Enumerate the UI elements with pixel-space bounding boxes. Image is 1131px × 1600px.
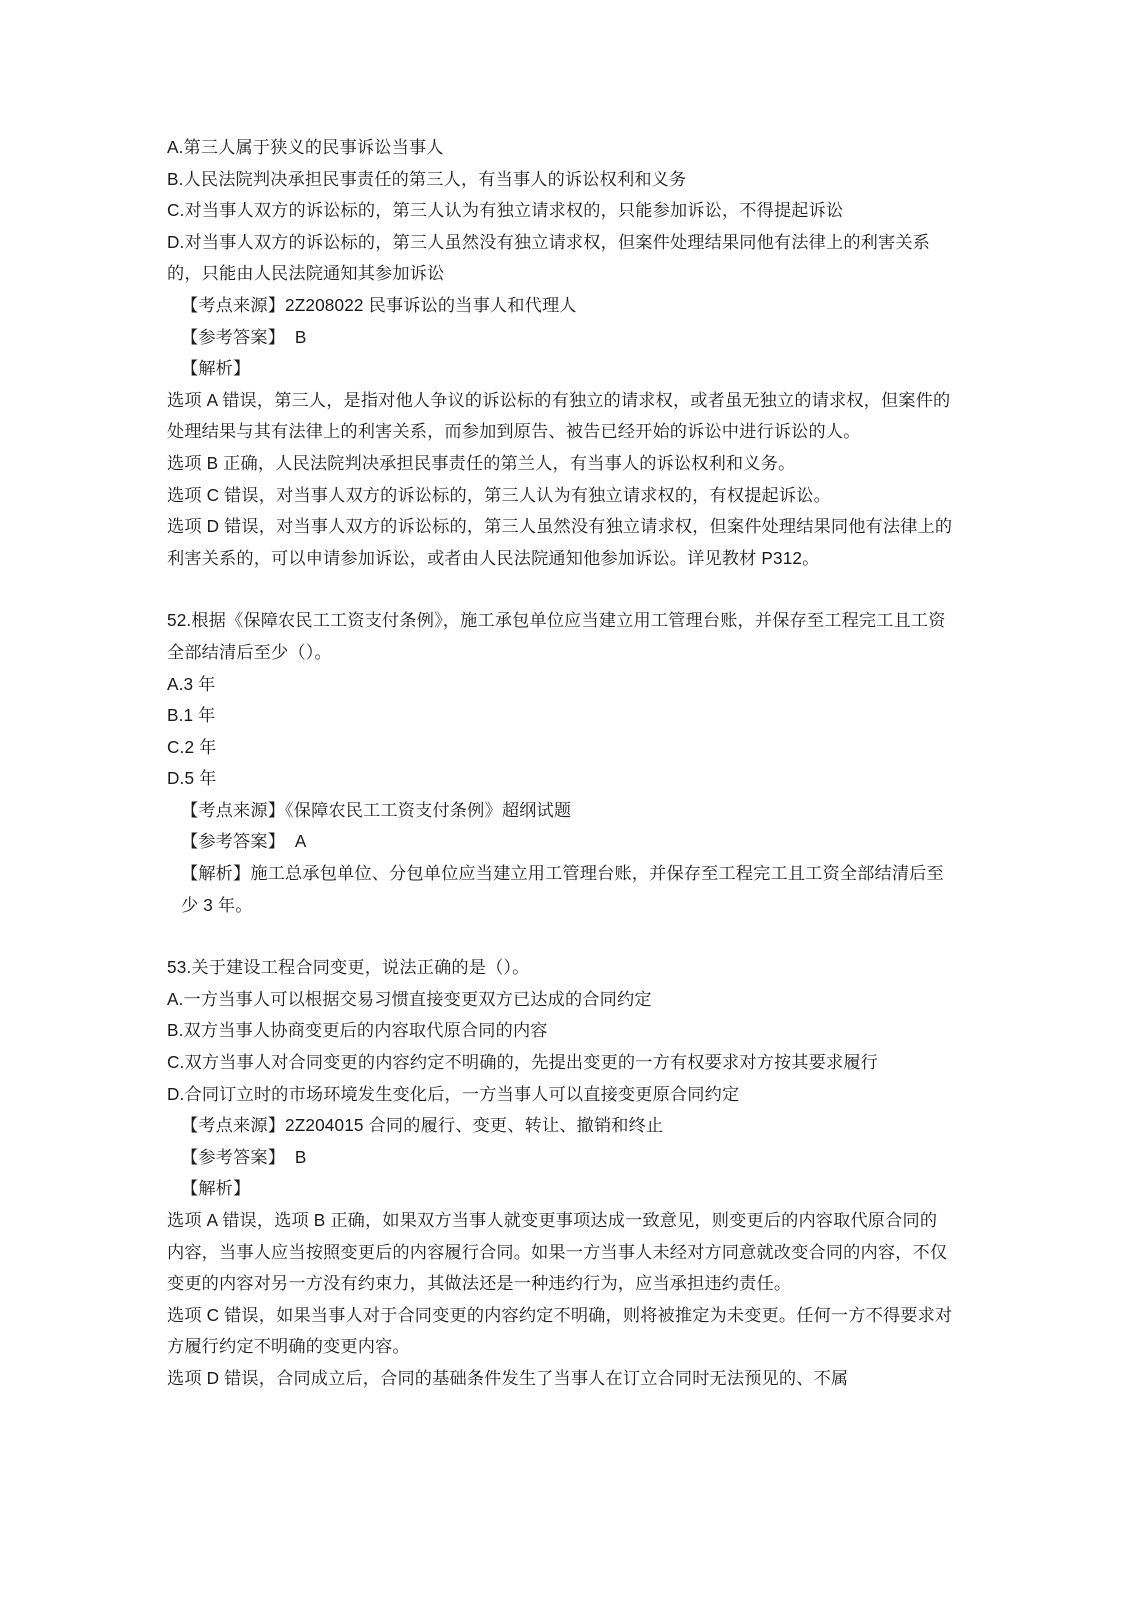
source-label-line bbox=[167, 290, 953, 322]
analysis-label: 【解析】 bbox=[181, 1178, 251, 1199]
source-label: 【考点来源】 bbox=[181, 799, 286, 820]
option-line: D.对当事人双方的诉讼标的，第三人虽然没有独立请求权，但案件处理结果同他有法律上的利害关系的，只能由人民法院通知其参加诉讼 bbox=[167, 231, 931, 284]
option-line: A.3 年 bbox=[167, 673, 216, 694]
source-value: 2Z208022 民事诉讼的当事人和代理人 bbox=[285, 294, 577, 315]
analysis-paragraph: 选项 B 正确，人民法院判决承担民事责任的第兰人，有当事人的诉讼权利和义务。 bbox=[167, 452, 796, 473]
analysis-label-line bbox=[167, 1173, 953, 1205]
analysis-paragraph: 选项 C 错误，如果当事人对于合同变更的内容约定不明确，则将被推定为未变更。任何一方不得要求对方履行约定不明确的变更内容。 bbox=[167, 1304, 953, 1357]
answer-spacer bbox=[285, 831, 295, 851]
option-line: D.合同订立时的市场环境发生变化后，一方当事人可以直接变更原合同约定 bbox=[167, 1083, 740, 1104]
answer-spacer bbox=[285, 327, 295, 347]
answer-label-line bbox=[167, 826, 953, 858]
page-content bbox=[167, 132, 953, 1395]
option-line: B.双方当事人协商变更后的内容取代原合同的内容 bbox=[167, 1020, 548, 1041]
answer-value: B bbox=[294, 326, 307, 347]
answer-label-line bbox=[167, 1142, 953, 1174]
answer-spacer bbox=[285, 1147, 295, 1167]
source-label-line bbox=[167, 1110, 953, 1142]
option-line: A.一方当事人可以根据交易习惯直接变更双方已达成的合同约定 bbox=[167, 988, 652, 1009]
option-line: D.5 年 bbox=[167, 768, 217, 789]
analysis-paragraph: 选项 D 错误，合同成立后，合同的基础条件发生了当事人在订立合同时无法预见的、不属 bbox=[167, 1367, 849, 1388]
answer-label: 【参考答案】 bbox=[181, 326, 286, 347]
analysis-paragraph: 选项 D 错误，对当事人双方的诉讼标的，第三人虽然没有独立请求权，但案件处理结果同他有法律上的利害关系的，可以申请参加诉讼，或者由人民法院通知他参加诉讼。详见教材 P312。 bbox=[167, 516, 953, 568]
source-label-line bbox=[167, 795, 953, 827]
option-line: A.第三人属于狭义的民事诉讼当事人 bbox=[167, 137, 444, 157]
analysis-label: 【解析】 bbox=[181, 863, 251, 884]
option-line: C.对当事人双方的诉讼标的，第三人认为有独立请求权的，只能参加诉讼，不得提起诉讼 bbox=[167, 200, 844, 221]
block-separator bbox=[167, 921, 953, 952]
answer-label: 【参考答案】 bbox=[181, 831, 286, 852]
option-line: C.2 年 bbox=[167, 736, 217, 757]
analysis-label: 【解析】 bbox=[181, 358, 251, 379]
question-block-52 bbox=[167, 605, 953, 921]
option-line: B.1 年 bbox=[167, 705, 216, 726]
option-line: B.人民法院判决承担民事责任的第三人，有当事人的诉讼权利和义务 bbox=[167, 168, 687, 189]
block-separator bbox=[167, 574, 953, 605]
analysis-text: 施工总承包单位、分包单位应当建立用工管理台账，并保存至工程完工且工资全部结清后至少 3 年。 bbox=[181, 863, 944, 915]
question-stem: 52.根据《保障农民工工资支付条例》，施工承包单位应当建立用工管理台账，并保存至工程完工且工资全部结清后至少（）。 bbox=[167, 610, 946, 662]
question-block-53 bbox=[167, 952, 953, 1394]
question-block-51 bbox=[167, 132, 953, 574]
option-line: C.双方当事人对合同变更的内容约定不明确的，先提出变更的一方有权要求对方按其要求履行 bbox=[167, 1052, 878, 1073]
analysis-label-line bbox=[167, 353, 953, 385]
answer-label-line bbox=[167, 322, 953, 354]
analysis-paragraph: 选项 C 错误，对当事人双方的诉讼标的，第三人认为有独立请求权的，有权提起诉讼。 bbox=[167, 484, 831, 505]
analysis-inline-line bbox=[167, 858, 953, 921]
answer-value: B bbox=[294, 1146, 307, 1167]
answer-value: A bbox=[294, 831, 307, 852]
question-stem: 53.关于建设工程合同变更，说法正确的是（）。 bbox=[167, 957, 530, 978]
analysis-paragraph: 选项 A 错误，第三人，是指对他人争议的诉讼标的有独立的请求权，或者虽无独立的请求权，但案件的处理结果与其有法律上的利害关系，而参加到原告、被告已经开始的诉讼中进行诉讼的人。 bbox=[167, 389, 951, 442]
source-label: 【考点来源】 bbox=[181, 1115, 286, 1136]
source-label: 【考点来源】 bbox=[181, 294, 286, 315]
source-value: 2Z204015 合同的履行、变更、转让、撤销和终止 bbox=[285, 1115, 664, 1136]
analysis-paragraph: 选项 A 错误，选项 B 正确，如果双方当事人就变更事项达成一致意见，则变更后的内容取代原合同的内容，当事人应当按照变更后的内容履行合同。如果一方当事人未经对方同意就改变合同的内容，不仅变更的内容对另一方没有约束力，其做法还是一种违约行为，应当承担违约责任。 bbox=[167, 1210, 948, 1294]
source-value: 《保障农民工工资支付条例》超纲试题 bbox=[285, 799, 572, 820]
answer-label: 【参考答案】 bbox=[181, 1146, 286, 1167]
